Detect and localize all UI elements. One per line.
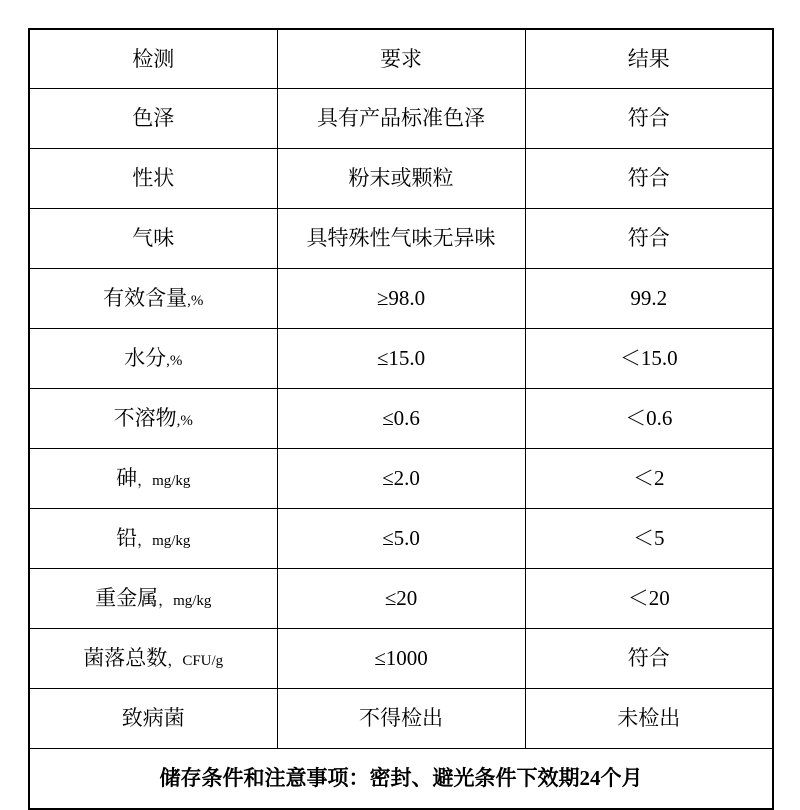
cell-requirement: ≤0.6 (277, 389, 525, 449)
item-unit: ，mg/kg (137, 473, 191, 490)
cell-item (29, 389, 277, 449)
item-label: 重金属 (95, 586, 159, 611)
item-label: 铅 (116, 526, 138, 551)
table-row (29, 389, 773, 449)
cell-result: 符合 (525, 629, 773, 689)
item-label: 色泽 (132, 106, 175, 131)
cell-requirement: 具有产品标准色泽 (277, 89, 525, 149)
column-header-requirement: 要求 (277, 29, 525, 89)
table-row (29, 509, 773, 569)
table-body (29, 29, 773, 809)
cell-item (29, 629, 277, 689)
cell-requirement: 具特殊性气味无异味 (277, 209, 525, 269)
item-label: 性状 (132, 166, 175, 191)
cell-result: ＜0.6 (525, 389, 773, 449)
table-row (29, 689, 773, 749)
table-row (29, 569, 773, 629)
footnote-row (29, 749, 773, 810)
item-unit: ,% (166, 353, 183, 370)
item-unit: ，CFU/g (167, 653, 224, 670)
cell-requirement: ≤20 (277, 569, 525, 629)
cell-result: 99.2 (525, 269, 773, 329)
column-header-result: 结果 (525, 29, 773, 89)
cell-requirement: ≤1000 (277, 629, 525, 689)
cell-result: ＜15.0 (525, 329, 773, 389)
cell-item (29, 269, 277, 329)
table-row (29, 89, 773, 149)
cell-item (29, 89, 277, 149)
table-row (29, 209, 773, 269)
cell-result: 符合 (525, 149, 773, 209)
table-row (29, 269, 773, 329)
specification-table (28, 28, 774, 810)
table-row (29, 449, 773, 509)
cell-result: 未检出 (525, 689, 773, 749)
cell-item (29, 689, 277, 749)
item-unit: ，mg/kg (158, 593, 212, 610)
item-label: 水分 (124, 346, 167, 371)
cell-item (29, 149, 277, 209)
table-header-row (29, 29, 773, 89)
cell-requirement: ≤5.0 (277, 509, 525, 569)
item-label: 致病菌 (121, 706, 185, 731)
table-row (29, 329, 773, 389)
item-unit: ,% (176, 413, 193, 430)
item-label: 有效含量 (103, 286, 188, 311)
table-row (29, 149, 773, 209)
cell-result: 符合 (525, 209, 773, 269)
cell-requirement: ≤15.0 (277, 329, 525, 389)
cell-requirement: 粉末或颗粒 (277, 149, 525, 209)
storage-note: 储存条件和注意事项：密封、避光条件下效期24个月 (29, 749, 773, 810)
cell-result: 符合 (525, 89, 773, 149)
cell-item (29, 449, 277, 509)
cell-requirement: ≤2.0 (277, 449, 525, 509)
item-unit: ,% (187, 293, 204, 310)
cell-item (29, 329, 277, 389)
cell-item (29, 509, 277, 569)
cell-requirement: 不得检出 (277, 689, 525, 749)
cell-item (29, 209, 277, 269)
cell-result: ＜2 (525, 449, 773, 509)
cell-requirement: ≥98.0 (277, 269, 525, 329)
item-label: 不溶物 (113, 406, 177, 431)
item-label: 菌落总数 (83, 646, 168, 671)
item-unit: ，mg/kg (137, 533, 191, 550)
item-label: 砷 (116, 466, 138, 491)
column-header-item: 检测 (29, 29, 277, 89)
cell-result: ＜5 (525, 509, 773, 569)
cell-result: ＜20 (525, 569, 773, 629)
item-label: 气味 (132, 226, 175, 251)
table-row (29, 629, 773, 689)
cell-item (29, 569, 277, 629)
